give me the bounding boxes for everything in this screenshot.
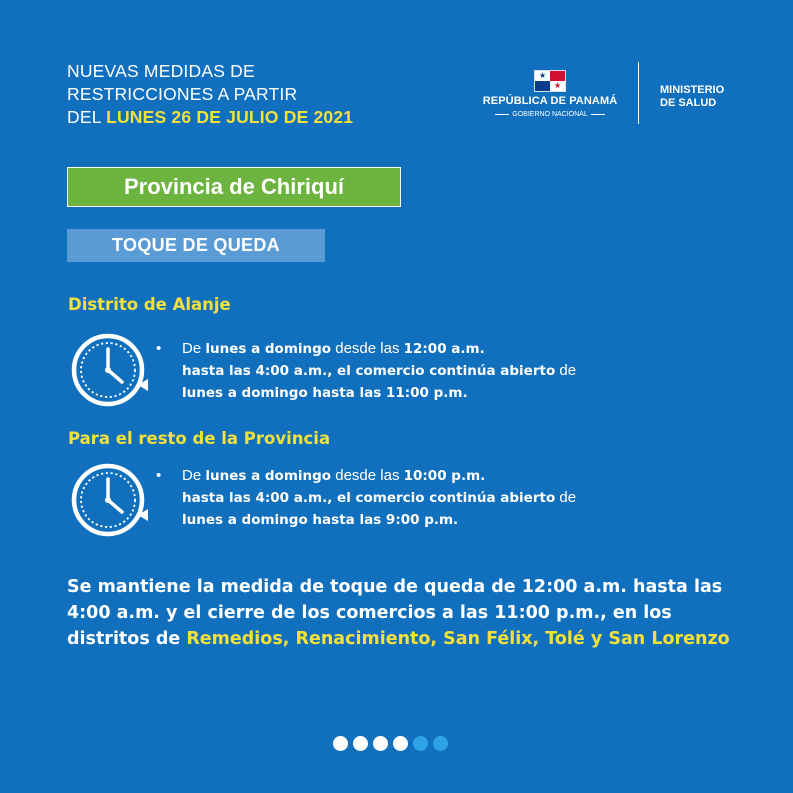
pagination-dots[interactable] — [333, 736, 448, 751]
pagination-dot[interactable] — [393, 736, 408, 751]
section-bullet-alanje: • De lunes a domingo desde las 12:00 a.m. hasta las 4:00 a.m., el comercio continúa abierto de lunes a domingo hasta las 11:00 p.m. — [156, 340, 577, 401]
section-bullet-rest-of-province: • De lunes a domingo desde las 10:00 p.m. hasta las 4:00 a.m., el comercio continúa abierto de lunes a domingo hasta las 9:00 p.m. — [156, 467, 577, 528]
province-banner: Provincia de Chiriquí — [67, 167, 401, 207]
headline-date-prefix: DEL — [67, 107, 107, 127]
footer-note: Se mantiene la medida de toque de queda de 12:00 a.m. hasta las 4:00 a.m. y el cierre de los comercios a las 11:00 p.m., en los distritos de Remedios, Renacimiento, San Félix, Tolé y San Lorenzo — [67, 577, 730, 649]
pagination-dot[interactable] — [433, 736, 448, 751]
government-name: GOBIERNO NACIONAL — [470, 111, 630, 118]
headline — [67, 60, 353, 129]
pagination-dot[interactable] — [413, 736, 428, 751]
ministry-name: MINISTERIO DE SALUD — [660, 84, 725, 109]
headline-line-1: NUEVAS MEDIDAS DE — [67, 61, 255, 81]
pagination-dot[interactable] — [373, 736, 388, 751]
republic-name: REPÚBLICA DE PANAMÁ — [482, 95, 618, 107]
curfew-banner: TOQUE DE QUEDA — [67, 229, 325, 262]
headline-date: LUNES 26 DE JULIO DE 2021 — [106, 107, 354, 127]
section-title-alanje: Distrito de Alanje — [68, 295, 231, 314]
logo-divider — [638, 62, 639, 124]
headline-line-2: RESTRICCIONES A PARTIR — [67, 84, 298, 104]
pagination-dot[interactable] — [333, 736, 348, 751]
clock-icon — [68, 457, 154, 543]
government-logo — [470, 62, 630, 132]
footer-districts: Remedios, Renacimiento, San Félix, Tolé y San Lorenzo — [186, 629, 730, 649]
panama-flag-icon: ★ ★ — [534, 70, 566, 92]
section-title-rest-of-province: Para el resto de la Provincia — [68, 429, 331, 448]
headline-line-3 — [67, 106, 353, 129]
pagination-dot[interactable] — [353, 736, 368, 751]
clock-icon — [68, 327, 154, 413]
